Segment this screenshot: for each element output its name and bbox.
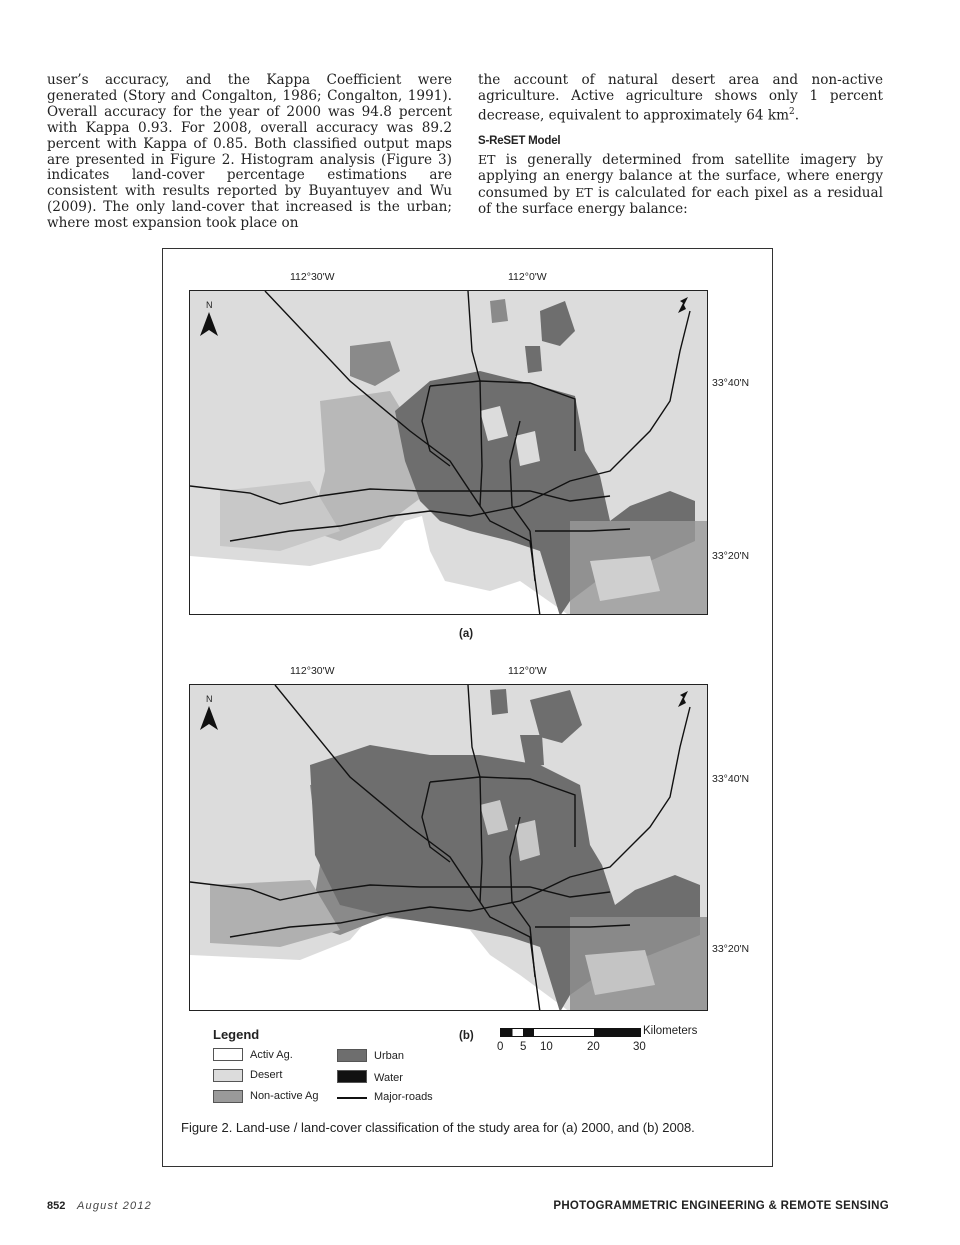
scale-unit: Kilometers <box>643 1025 698 1037</box>
north-arrow-icon <box>200 312 222 340</box>
issue-date: August 2012 <box>77 1200 152 1212</box>
legend-label-water: Water <box>374 1072 403 1084</box>
map-b-north-label: N <box>206 694 213 704</box>
map-2000-graphic <box>190 291 708 615</box>
right-p2-text-a: is generally determined from satellite imagery by applying an energy balance at the surface, where energy consumed by <box>478 152 883 201</box>
map-a-north-label: N <box>206 300 213 310</box>
legend-swatch-desert <box>213 1069 243 1082</box>
panel-b-label: (b) <box>459 1030 474 1042</box>
journal-name: PHOTOGRAMMETRIC ENGINEERING & REMOTE SENSING <box>553 1200 889 1212</box>
map-a-lon-label-2: 112°0'W <box>508 271 547 283</box>
legend-label-non-active-ag: Non-active Ag <box>250 1090 319 1102</box>
map-a-lon-label-1: 112°30'W <box>290 271 335 283</box>
map-a-north-arrow <box>200 300 222 340</box>
scale-tick-30: 30 <box>633 1041 646 1053</box>
figure-caption: Figure 2. Land-use / land-cover classification of the study area for (a) 2000, and (b) 2008. <box>181 1120 695 1135</box>
page-number: 852 <box>47 1200 66 1212</box>
et-abbr-1: ET <box>478 152 496 168</box>
legend-swatch-water <box>337 1070 367 1083</box>
map-b-lon-label-1: 112°30'W <box>290 665 335 677</box>
scale-tick-0: 0 <box>497 1041 504 1053</box>
legend-swatch-urban <box>337 1049 367 1062</box>
right-p1-sup: 2 <box>789 106 795 117</box>
map-2008 <box>189 684 708 1011</box>
et-abbr-2: ET <box>575 184 593 200</box>
legend-label-major-roads: Major-roads <box>374 1091 433 1103</box>
legend-label-urban: Urban <box>374 1050 404 1062</box>
right-p2-text-b: is calculated for each pixel as a residual of the surface energy balance: <box>478 184 883 217</box>
map-b-lat-label-2: 33°20'N <box>712 943 750 955</box>
map-a-lat-label-1: 33°40'N <box>712 377 750 389</box>
scale-tick-5: 5 <box>520 1041 527 1053</box>
legend-label-desert: Desert <box>250 1069 283 1081</box>
scale-tick-10: 10 <box>540 1041 553 1053</box>
right-column <box>478 73 883 218</box>
left-column <box>47 73 452 232</box>
legend-line-major-roads <box>337 1097 367 1099</box>
map-b-lon-label-2: 112°0'W <box>508 665 547 677</box>
legend-label-activ-ag: Activ Ag. <box>250 1049 293 1061</box>
right-p1-end: . <box>794 107 800 124</box>
legend-title: Legend <box>213 1027 260 1042</box>
left-column-text: user’s accuracy, and the Kappa Coefficient were generated (Story and Congalton, 1986; Congalton, 1991). Overall accuracy for the year of 2000 was 94.8 percent with Kappa 0.93. For 2008, overall accuracy was 89.2 percent with Kappa of 0.85. Both classified output maps are presented in Figure 2. Histogram analysis (Figure 3) indicates land-cover percentage estimations are consistent with results reported by Buyantuyev and Wu (2009). The only land-cover that increased is the urban; where most expansion took place on <box>47 72 452 232</box>
legend-swatch-non-active-ag <box>213 1090 243 1103</box>
map-a-lat-label-2: 33°20'N <box>712 550 750 562</box>
right-column-paragraph-2 <box>478 152 883 218</box>
section-heading: S-ReSET Model <box>478 135 561 148</box>
map-b-north-arrow <box>200 694 222 734</box>
legend-swatch-activ-ag <box>213 1048 243 1061</box>
north-arrow-icon <box>200 706 222 734</box>
right-p1-text: the account of natural desert area and non-active agriculture. Active agriculture shows only 1 percent decrease, equivalent to approximately 64 km <box>478 72 883 124</box>
scale-tick-20: 20 <box>587 1041 600 1053</box>
map-2008-graphic <box>190 685 708 1011</box>
panel-a-label: (a) <box>459 628 474 640</box>
map-b-lat-label-1: 33°40'N <box>712 773 750 785</box>
map-2000 <box>189 290 708 615</box>
right-column-paragraph-1 <box>478 73 883 124</box>
scale-bar <box>500 1028 642 1038</box>
